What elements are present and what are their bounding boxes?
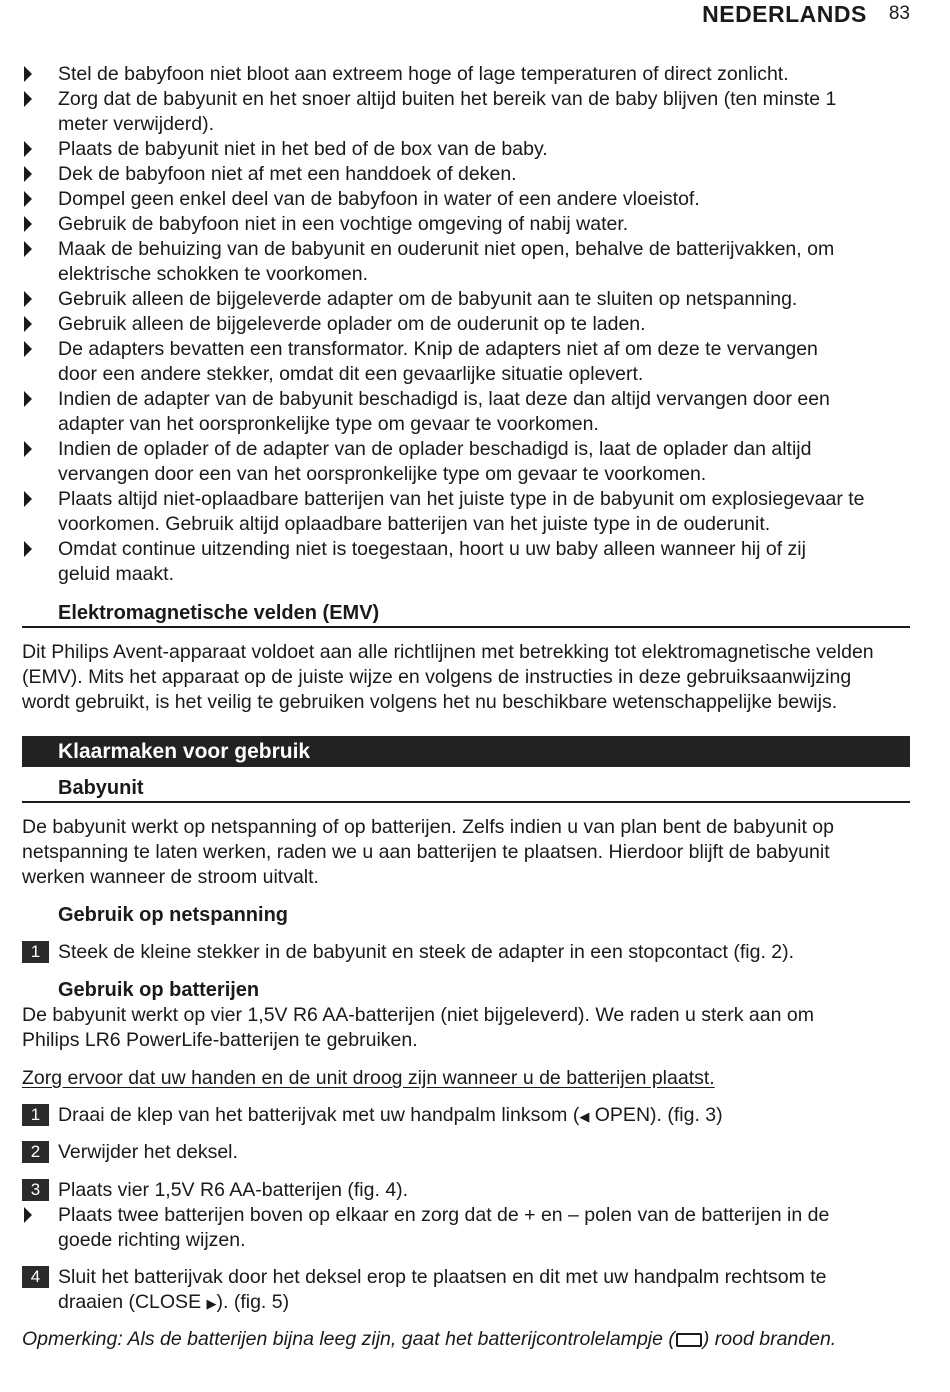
language-label: NEDERLANDS	[702, 0, 867, 27]
note-text-post: ) rood branden.	[702, 1328, 837, 1350]
safety-bullet-item	[22, 212, 912, 237]
bullet-line: Plaats de babyunit niet in het bed of de box van de baby.	[58, 138, 548, 160]
batteries-paragraph	[22, 1003, 912, 1053]
bullet-line: vervangen door een van het oorspronkelijke type om gevaar te voorkomen.	[58, 463, 707, 485]
bullet-line: elektrische schokken te voorkomen.	[58, 263, 368, 285]
batteries-heading: Gebruik op batterijen	[58, 979, 260, 1001]
babyunit-heading-text: Babyunit	[58, 777, 144, 799]
bullet-marker-icon	[24, 166, 32, 182]
emv-heading	[22, 600, 910, 628]
bullet-line: goede richting wijzen.	[58, 1229, 246, 1251]
bullet-line: De adapters bevatten een transformator. Knip de adapters niet af om deze te vervangen	[58, 338, 818, 360]
bullet-marker-icon	[24, 66, 32, 82]
section-banner	[22, 736, 910, 767]
safety-bullet-item	[22, 62, 912, 87]
step-number: 1	[22, 1104, 49, 1126]
babyunit-line: De babyunit werkt op netspanning of op batterijen. Zelfs indien u van plan bent de babyunit op	[22, 816, 834, 838]
section-title: Klaarmaken voor gebruik	[58, 740, 311, 763]
bullet-line: Dompel geen enkel deel van de babyfoon in water of een andere vloeistof.	[58, 188, 700, 210]
safety-bullet-item	[22, 312, 912, 337]
babyunit-heading	[22, 775, 910, 803]
bullet-line: Omdat continue uitzending niet is toegestaan, hoort u uw baby alleen wanneer hij of zij	[58, 538, 806, 560]
bullet-marker-icon	[24, 1207, 32, 1223]
battery-step-2	[22, 1140, 912, 1165]
bullet-line: voorkomen. Gebruik altijd oplaadbare batterijen van het juiste type in de ouderunit.	[58, 513, 771, 535]
emv-line: wordt gebruikt, is het veilig te gebruiken volgens het nu beschikbare wetenschappelijke bewijs.	[22, 691, 838, 713]
safety-bullet-item	[22, 437, 912, 487]
step-text: Plaats vier 1,5V R6 AA-batterijen (fig. 4).	[58, 1179, 409, 1201]
bullet-line: Plaats altijd niet-oplaadbare batterijen van het juiste type in de babyunit om explosiegevaar te	[58, 488, 865, 510]
close-arrow-icon: ▶	[206, 1296, 217, 1311]
emv-line: (EMV). Mits het apparaat op de juiste wijze en volgens de instructies in deze gebruiksaanwijzing	[22, 666, 852, 688]
bullet-marker-icon	[24, 491, 32, 507]
bullet-line: geluid maakt.	[58, 563, 174, 585]
batteries-line: Philips LR6 PowerLife-batterijen te gebruiken.	[22, 1029, 418, 1051]
bullet-marker-icon	[24, 316, 32, 332]
emv-line: Dit Philips Avent-apparaat voldoet aan alle richtlijnen met betrekking tot elektromagnetische velden	[22, 641, 874, 663]
step-text-post: OPEN). (fig. 3)	[589, 1104, 723, 1126]
bullet-marker-icon	[24, 216, 32, 232]
emv-heading-text: Elektromagnetische velden (EMV)	[58, 602, 380, 624]
mains-step-1	[22, 940, 912, 965]
step-text: Steek de kleine stekker in de babyunit en steek de adapter in een stopcontact (fig. 2).	[58, 941, 795, 963]
bullet-marker-icon	[24, 191, 32, 207]
step-text-line-2	[58, 1290, 912, 1316]
safety-bullet-item	[22, 187, 912, 212]
step-text-post: ). (fig. 5)	[216, 1291, 290, 1313]
battery-step-3	[22, 1178, 912, 1203]
step-number: 2	[22, 1141, 49, 1163]
mains-heading: Gebruik op netspanning	[58, 904, 289, 926]
bullet-line: Indien de oplader of de adapter van de oplader beschadigd is, laat de oplader dan altijd	[58, 438, 812, 460]
safety-bullet-item	[22, 87, 912, 137]
bullet-marker-icon	[24, 91, 32, 107]
bullet-marker-icon	[24, 391, 32, 407]
bullet-marker-icon	[24, 341, 32, 357]
bullet-line: Gebruik alleen de bijgeleverde oplader om de ouderunit op te laden.	[58, 313, 646, 335]
step-number: 3	[22, 1179, 49, 1201]
step-number: 4	[22, 1266, 49, 1288]
safety-bullet-item	[22, 337, 912, 387]
step-text-pre: Draai de klep van het batterijvak met uw handpalm linksom (	[58, 1104, 580, 1126]
step-text: Sluit het batterijvak door het deksel erop te plaatsen en dit met uw handpalm rechtsom te	[58, 1266, 827, 1288]
page-number: 83	[888, 3, 910, 24]
list-item	[22, 1203, 912, 1253]
bullet-line: Stel de babyfoon niet bloot aan extreem hoge of lage temperaturen of direct zonlicht.	[58, 63, 789, 85]
batteries-line: De babyunit werkt op vier 1,5V R6 AA-batterijen (niet bijgeleverd). We raden u sterk aan om	[22, 1004, 814, 1026]
battery-icon	[676, 1333, 702, 1347]
step-text-pre: draaien (CLOSE	[58, 1291, 207, 1313]
bullet-marker-icon	[24, 291, 32, 307]
bullet-marker-icon	[24, 141, 32, 157]
bullet-marker-icon	[24, 541, 32, 557]
bullet-line: adapter van het oorspronkelijke type om gevaar te voorkomen.	[58, 413, 599, 435]
bullet-marker-icon	[24, 441, 32, 457]
bullet-line: Gebruik alleen de bijgeleverde adapter om de babyunit aan te sluiten op netspanning.	[58, 288, 798, 310]
bullet-line: door een andere stekker, omdat dit een gevaarlijke situatie oplevert.	[58, 363, 644, 385]
bullet-line: Dek de babyfoon niet af met een handdoek of deken.	[58, 163, 517, 185]
bullet-line: Plaats twee batterijen boven op elkaar en zorg dat de + en – polen van de batterijen in de	[58, 1204, 830, 1226]
bullet-line: Maak de behuizing van de babyunit en ouderunit niet open, behalve de batterijvakken, om	[58, 238, 835, 260]
safety-bullet-item	[22, 162, 912, 187]
babyunit-line: werken wanneer de stroom uitvalt.	[22, 866, 319, 888]
safety-bullet-item	[22, 287, 912, 312]
babyunit-paragraph	[22, 815, 912, 890]
safety-bullet-item	[22, 487, 912, 537]
babyunit-line: netspanning te laten werken, raden we u aan batterijen te plaatsen. Hierdoor blijft de babyunit	[22, 841, 830, 863]
emv-paragraph	[22, 640, 912, 715]
dry-hands-warning: Zorg ervoor dat uw handen en de unit droog zijn wanneer u de batterijen plaatst.	[22, 1067, 715, 1089]
battery-step-4	[22, 1265, 912, 1316]
bullet-line: meter verwijderd).	[58, 113, 215, 135]
bullet-line: Gebruik de babyfoon niet in een vochtige omgeving of nabij water.	[58, 213, 629, 235]
bullet-line: Indien de adapter van de babyunit beschadigd is, laat deze dan altijd vervangen door een	[58, 388, 830, 410]
bullet-line: Zorg dat de babyunit en het snoer altijd buiten het bereik van de baby blijven (ten minste 1	[58, 88, 837, 110]
open-arrow-icon: ◀	[579, 1109, 590, 1124]
safety-bullet-item	[22, 537, 912, 587]
step-number: 1	[22, 941, 49, 963]
battery-note	[22, 1327, 922, 1352]
battery-step-3-bullet	[22, 1203, 912, 1253]
safety-bullet-item	[22, 237, 912, 287]
page-header	[702, 0, 910, 28]
step-text: Verwijder het deksel.	[58, 1141, 238, 1163]
safety-bullet-item	[22, 387, 912, 437]
safety-bullet-list	[22, 62, 912, 587]
bullet-marker-icon	[24, 241, 32, 257]
safety-bullet-item	[22, 137, 912, 162]
note-text-pre: Opmerking: Als de batterijen bijna leeg zijn, gaat het batterijcontrolelampje (	[22, 1328, 675, 1350]
battery-step-1	[22, 1103, 912, 1129]
